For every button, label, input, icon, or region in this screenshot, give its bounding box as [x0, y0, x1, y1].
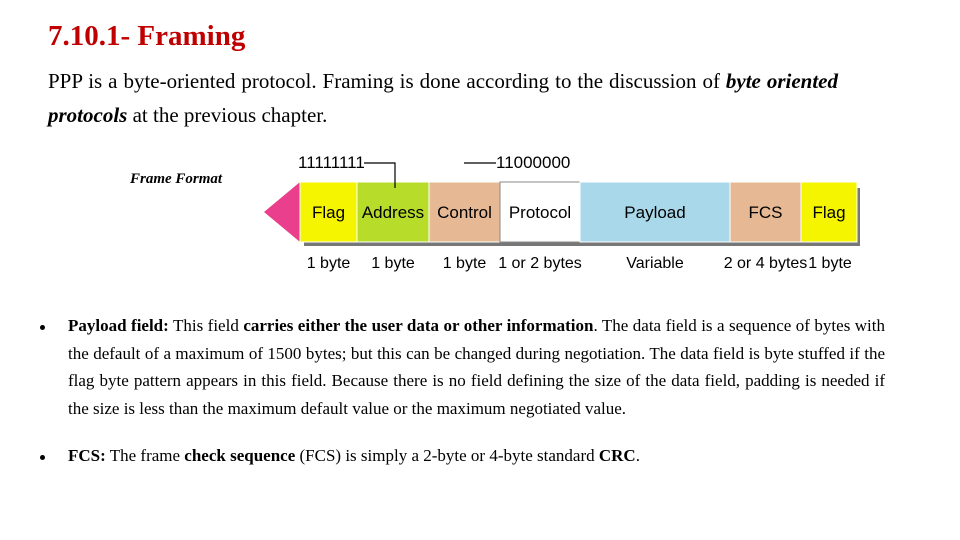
field-size-5: 2 or 4 bytes: [723, 255, 808, 272]
bullet-2-text-3: .: [635, 446, 640, 465]
bullet-fcs: [40, 442, 885, 470]
field-name-1: Address: [361, 203, 425, 222]
bullet-1-bold: carries either the user data or other information: [243, 316, 594, 335]
intro-paragraph: [48, 64, 838, 132]
bullet-2-text-2: (FCS) is simply a 2-byte or 4-byte standard: [295, 446, 599, 465]
bullet-2-bold-1: check sequence: [184, 446, 296, 465]
figure-caption: Frame Format: [130, 171, 223, 187]
bullet-2-bold-2: CRC: [598, 446, 636, 465]
field-name-4: Payload: [624, 203, 686, 222]
frame-arrow-head: [264, 182, 300, 242]
field-payload: [580, 182, 730, 272]
field-flag-end: [801, 182, 857, 272]
field-name-6: Flag: [812, 203, 846, 222]
frame-fields: [300, 182, 857, 272]
field-size-1: 1 byte: [371, 255, 415, 272]
field-name-2: Control: [437, 203, 492, 222]
bullet-dot: [40, 455, 45, 460]
field-fcs: [724, 182, 808, 272]
slide-title: 7.10.1- Framing: [48, 20, 246, 52]
intro-text-1: PPP is a byte-oriented protocol. Framing is done according to the discussion of: [48, 69, 720, 93]
bullet-dot: [40, 325, 45, 330]
bullet-payload-field: [40, 312, 885, 422]
ppp-frame-format-diagram: [250, 146, 870, 282]
bullet-2-lead: FCS:: [68, 446, 106, 465]
intro-emphasis: byte oriented protocols: [48, 69, 838, 127]
bullet-2-text-1: The frame: [105, 446, 185, 465]
flag-bits-label: 11111111: [298, 153, 365, 172]
field-size-3: 1 or 2 bytes: [498, 255, 582, 272]
bullet-1-lead: Payload field:: [68, 316, 169, 335]
field-name-3: Protocol: [508, 203, 572, 222]
field-size-4: Variable: [626, 255, 684, 272]
field-size-6: 1 byte: [808, 255, 852, 272]
field-control: [429, 182, 500, 272]
address-bits-label: 11000000: [496, 153, 571, 172]
bullet-1-text-1: This field: [168, 316, 244, 335]
field-size-2: 1 byte: [442, 255, 487, 272]
field-name-5: FCS: [748, 203, 783, 222]
field-name-0: Flag: [311, 203, 346, 222]
field-protocol: [498, 182, 582, 272]
intro-text-2: at the previous chapter.: [127, 103, 328, 127]
field-size-0: 1 byte: [306, 255, 351, 272]
field-address: [357, 182, 429, 272]
field-flag-start: [300, 182, 357, 272]
bullet-list: [40, 312, 885, 470]
bullet-1-text-2: . The data field is a sequence of bytes with the default of a maximum of 1500 bytes; but this can be changed during negotiation. The data field is byte stuffed if the flag byte pattern appears in this field. Because there is no field defining the size of the data field, padding is needed if the size is less than the maximum default value or the maximum negotiated value.: [68, 316, 886, 418]
